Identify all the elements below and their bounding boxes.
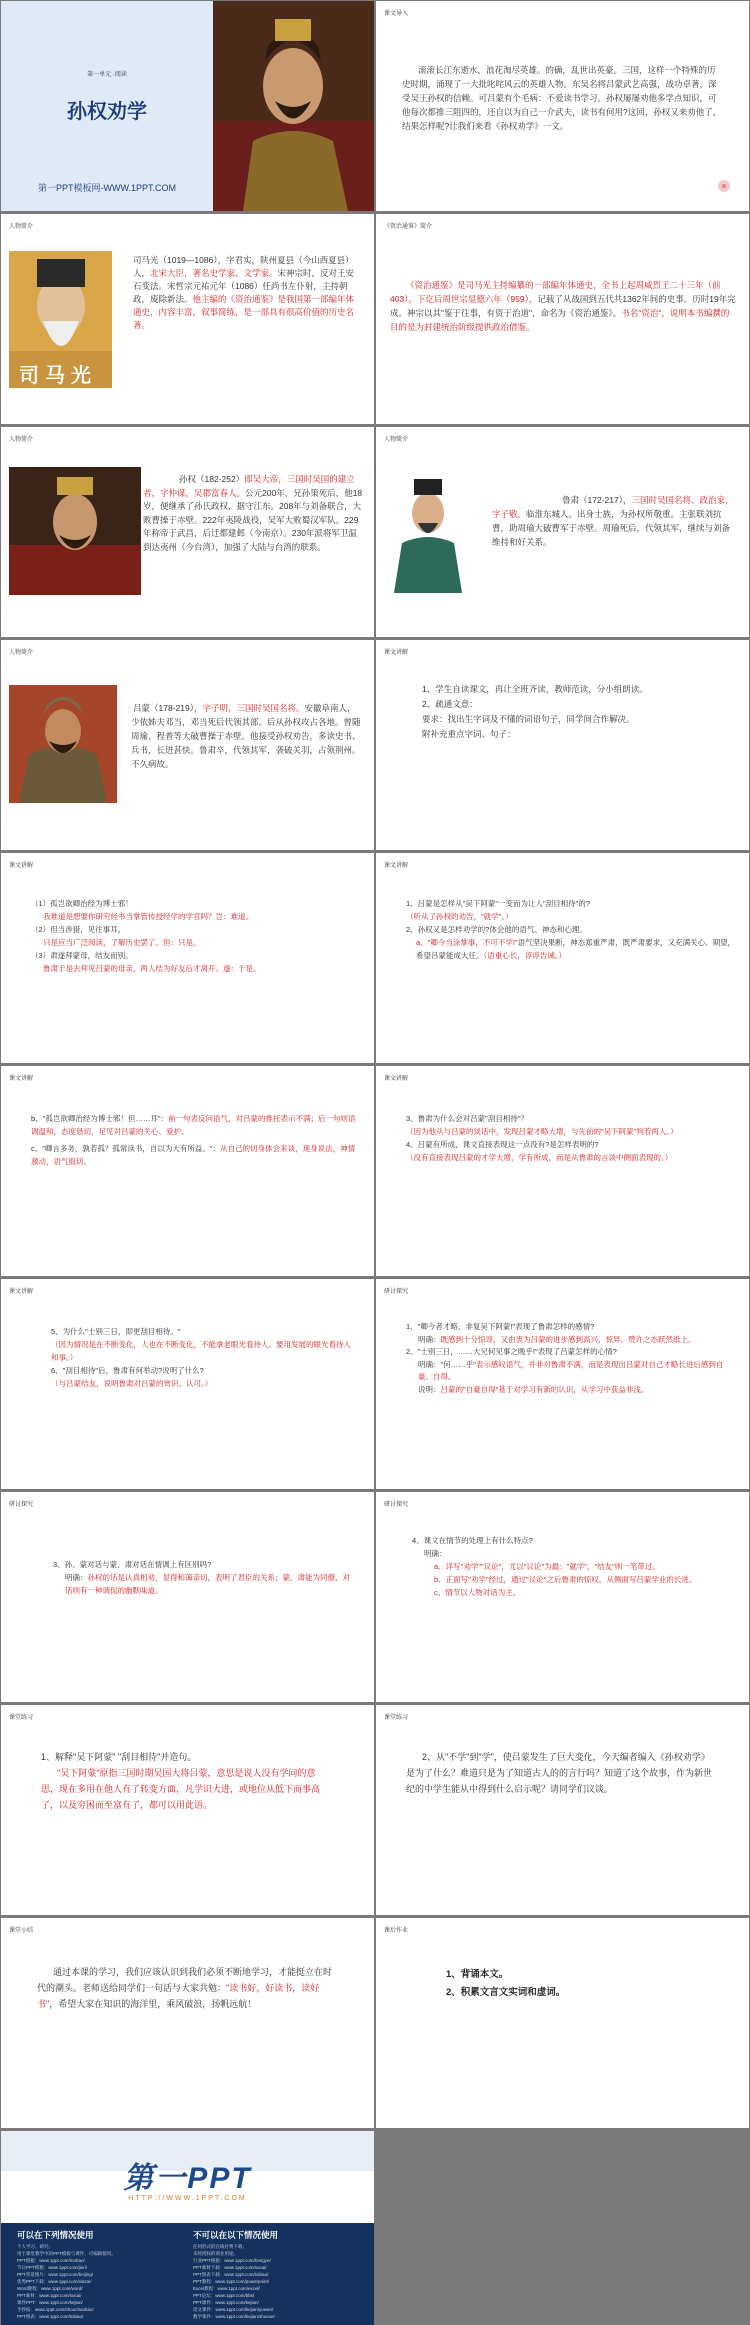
section-label: 课文讲解 <box>9 863 34 869</box>
cannot-line[interactable]: PPT图表下载：www.1ppt.com/tubiao/ <box>193 2272 269 2277</box>
slide-credits[interactable] <box>1 2131 374 2325</box>
section-label: 人物简介 <box>9 437 34 443</box>
slide-lvmeng[interactable] <box>1 640 374 850</box>
bio-text: 宋神宗时，反对王安石变法。宋哲宗元祐元年（1086）任尚书左仆射，主持朝政，废除新法。 <box>133 268 355 304</box>
answer-line: c、情节以人物对话为主。 <box>434 1588 521 1597</box>
answer-line: 鲁肃于是去拜见吕蒙的母亲，两人结为好友后才离开。遂：于是。 <box>43 964 261 973</box>
section-label: 研讨探究 <box>9 1502 34 1508</box>
section-label: 课文讲解 <box>384 863 409 869</box>
slide-simaguang[interactable] <box>1 214 374 424</box>
cannot-line: 未经授权的商业用途。 <box>193 2251 238 2256</box>
answer-line: 我难道是想要你研究经书当掌管传授经学的学官吗？岂：难道。 <box>43 912 253 921</box>
can-line[interactable]: Word教程：www.1ppt.com/word/ <box>17 2286 83 2291</box>
cover-website: 第一PPT模板网-WWW.1PPT.COM <box>38 183 176 193</box>
slide-discuss-3[interactable] <box>376 1492 749 1702</box>
slide-zizhitongjian[interactable] <box>376 214 749 424</box>
question-line: （3）肃遂拜蒙母，结友而别。 <box>31 951 133 960</box>
explain-text <box>31 1112 361 1168</box>
answer-prefix: 明确： <box>418 1334 441 1344</box>
section-label: 课文讲解 <box>384 650 409 656</box>
cover-unit: 第一单元 ·阅读 <box>87 72 127 78</box>
discuss-text <box>406 1321 736 1396</box>
section-label: 人物简介 <box>9 224 34 230</box>
bio-text: 司马光（1019—1086），字君实，陕州夏县（今山西夏县）人， <box>133 255 354 278</box>
answer-line: 吕蒙的"自豪自得"基于对学习有新的认识，从学习中获益非浅。 <box>440 1384 649 1394</box>
summary-line: ，希望大家在知识的海洋里，乘风破浪，扬帆远航！ <box>49 1999 257 2009</box>
explain-text <box>406 897 736 962</box>
explain-line: 1、学生自读课文，再让全班齐读，教师范读，分小组朗读。 <box>422 684 648 694</box>
intro-text: 滚滚长江东逝水，浪花淘尽英雄。的确，乱世出英豪。三国，这样一个特殊的历史时期，涌现了一大批叱咤风云的英雄人物。东吴名将吕蒙武艺高强，战功卓著，深受吴王孙权的信赖。可吕蒙有个毛病：不爱读书学习。孙权屡屡劝他多学点知识，可他每次都推三阻四的，还自以为自己一介武夫，读书有何用?这回，孙权又来劝他了，结果怎样呢?让我们来看《孙权劝学》一文。 <box>402 65 722 131</box>
answer-line: 孙权的话是认真相劝，显得和蔼亲切，表明了君臣的关系；蒙、肃能为同僚，对话则有一种调侃的幽默味道。 <box>65 1573 350 1595</box>
answer-line: （因为情况是在不断变化，人也在不断变化，不能拿老眼光看待人。要用发展的眼光看待人和事。） <box>51 1340 351 1362</box>
answer-line: （因为他从与吕蒙的谈话中，发现吕蒙才略大增，与先前的"吴下阿蒙"判若两人。） <box>406 1127 678 1136</box>
cannot-line[interactable]: 行业PPT模板：www.1ppt.com/hangye/ <box>193 2258 271 2263</box>
practice-text <box>41 1749 331 1813</box>
cannot-line[interactable]: PPT论坛：www.1ppt.com/bbs/ <box>193 2293 255 2298</box>
cannot-line: 任何形式的在线付费下载； <box>193 2244 247 2249</box>
homework-text <box>446 1966 706 2002</box>
discuss-text <box>412 1534 732 1599</box>
explain-text <box>406 1112 736 1164</box>
slide-lusu[interactable] <box>376 427 749 637</box>
can-line[interactable]: PPT模板：www.1ppt.com/moban/ <box>17 2258 85 2263</box>
question-line: 2、孙权又是怎样劝学的?体会他的语气、神态和心理。 <box>406 925 587 934</box>
section-label: 课文导入 <box>384 11 409 17</box>
question-line: 2、"士别三日，……大兄何见事之晚乎!"表现了吕蒙怎样的心情? <box>406 1347 617 1356</box>
answer-line: （没有直接表现吕蒙的才学大增，学有所成，而是从鲁肃的言谈中侧面表现的。） <box>406 1153 673 1162</box>
can-line[interactable]: PPT背景图片：www.1ppt.com/beijing/ <box>17 2272 94 2277</box>
slide-explain-4[interactable] <box>1 1066 374 1276</box>
zztj-text <box>390 278 736 334</box>
section-label: 课文讲解 <box>384 1076 409 1082</box>
bio-text: 安徽阜南人，少依姊夫邓当，邓当死后代领其部。后从孙权攻占各地。曾随周瑜、程普等大破曹操于赤壁。他接受孙权劝告，多读史书、兵书，长进甚快。鲁肃卒，代领其军，袭破关羽，占领荆州。不久病故。 <box>131 703 361 769</box>
sunquan-text <box>143 473 363 554</box>
answer-line: 表示感叹语气，并非对鲁肃不满，而是表现出吕蒙对自己才略长进后感到自豪、自得。 <box>418 1359 724 1381</box>
cannot-line[interactable]: PPT课件：www.1ppt.com/kejian/ <box>193 2300 259 2305</box>
flower-icon <box>709 171 739 201</box>
quote-line: "何……乎" <box>440 1359 476 1369</box>
explain-line: 要求：找出生字词及不懂的词语句子，同学间合作解决。 <box>422 714 635 724</box>
can-line[interactable]: 优秀PPT下载：www.1ppt.com/xiazai/ <box>17 2279 92 2284</box>
answer-line: "吴下阿蒙"原指三国时期吴国大将吕蒙，意思是说人没有学问的意思，现在多用在他人有了转变方面，凡学识大进，或地位从低下而事高了，以及穷困而至富有了，都可以用此语。 <box>41 1768 321 1810</box>
cannot-line[interactable]: 语文课件：www.1ppt.com/kejian/yuwen/ <box>193 2307 274 2312</box>
slide-practice-2[interactable] <box>376 1705 749 1915</box>
can-line[interactable]: PPT素材：www.1ppt.com/sucai/ <box>17 2293 82 2298</box>
question-line: （2）但当涉猎，见往事耳。 <box>31 925 126 934</box>
can-use-list <box>17 2243 187 2320</box>
answer-prefix: 明确： <box>65 1573 88 1582</box>
section-label: 人物简介 <box>9 650 34 656</box>
answer-line: 既感到十分惊讶，又由衷为吕蒙的进步感到高兴，惊异、赞许之态跃然纸上。 <box>440 1334 696 1344</box>
question-line: 1、"卿今者才略，非复吴下阿蒙!"表现了鲁肃怎样的感情? <box>406 1322 595 1331</box>
summary-quote: "读书好，好读书，读好书" <box>37 1983 320 2009</box>
bio-highlight: 即吴大帝，三国时吴国的建立者，字仲谋，吴郡富春人。 <box>143 474 355 498</box>
section-label: 研讨探究 <box>384 1502 409 1508</box>
bio-text: 公元200年，兄孙策死后，他18岁，便继承了孙氏政权，据守江东。208年与刘备联合，大败曹操于赤壁。222年夷陵战役，吴军大败蜀汉军队。229年称帝于武昌，后迁都建邺（今南京）。230年派将军卫温到达夷州（今台湾），加强了大陆与台湾的联系。 <box>143 487 363 552</box>
explain-text <box>406 682 706 742</box>
question-line: 1、解释"吴下阿蒙" "刮目相待"并造句。 <box>41 1752 197 1762</box>
question-line: （1）孤岂欲卿治经为博士邪！ <box>31 899 133 908</box>
section-label: 《资治通鉴》简介 <box>384 224 433 230</box>
brand-url: HTTP://WWW.1PPT.COM <box>128 2195 247 2202</box>
simaguang-text <box>133 254 361 332</box>
section-label: 研讨探究 <box>384 1289 409 1295</box>
lvmeng-portrait <box>9 685 117 803</box>
slide-discuss-2[interactable] <box>1 1492 374 1702</box>
homework-item: 2、积累文言文实词和虚词。 <box>446 1987 566 1998</box>
answer-prefix: 明确： <box>424 1549 447 1558</box>
explain-line: 2、疏通文意： <box>422 699 478 709</box>
cannot-use-list <box>193 2243 363 2320</box>
slide-intro[interactable] <box>376 1 749 211</box>
bio-highlight: 他主编的《资治通鉴》是我国第一部编年体通史，内容丰富，叙事简练，是一部具有很高价值的历史名著。 <box>133 294 355 330</box>
slide-explain-1[interactable] <box>376 640 749 850</box>
summary-line: 通过本课的学习，我们应该认识到我们必须不断地学习，才能挺立在时代的潮头。老师送给同学们一句话与大家共勉： <box>37 1967 333 1993</box>
bio-highlight: 北宋大臣，著名史学家、文学家。 <box>150 268 278 278</box>
answer-prefix: 明确： <box>418 1359 441 1369</box>
question-line: 5、为什么"士别三日，即更刮目相待。" <box>51 1327 181 1336</box>
lusu-text <box>492 493 738 549</box>
zztj-highlight: 《资治通鉴》是司马光主持编纂的一部编年体通史，全书上起周威烈王二十三年（前403），下讫后周世宗显德六年（959）， <box>390 280 721 304</box>
cannot-use-title: 不可以在以下情况使用 <box>193 2230 279 2240</box>
can-line[interactable]: 节日PPT模板：www.1ppt.com/jieri/ <box>17 2265 88 2270</box>
section-label: 课后作业 <box>384 1928 409 1934</box>
section-label: 课文讲解 <box>9 1076 34 1082</box>
can-line[interactable]: 课件PPT：www.1ppt.com/kejian/ <box>17 2300 83 2305</box>
summary-text <box>37 1964 337 2012</box>
bio-text: 吕蒙（178-219）， <box>133 703 203 713</box>
question-line: 4、课文在情节的处理上有什么特点? <box>412 1536 533 1545</box>
bio-text: 临淮东城人。出身士族，为孙权所敬重。主张联刘抗曹，助周瑜大破曹军于赤壁。周瑜死后，代领其军，继续与刘备维持和好关系。 <box>492 509 731 547</box>
slide-explain-6[interactable] <box>1 1279 374 1489</box>
explain-line: 附补充重点字词、句子： <box>422 729 516 739</box>
zztj-body: 记载了从战国到五代共1362年间的史事。历时19年完成。神宗以其"鉴于往事，有资于治道"，命名为《资治通鉴》。 <box>390 294 736 318</box>
explain-line: 语气坚决果断，神态郑重严肃，既严肃要求，又充满关心、期望，希望吕蒙能成大任。 <box>416 938 736 960</box>
sunquan-bio-portrait <box>9 467 141 595</box>
answer-line: 只是应当广泛阅读，了解历史罢了。但：只是。 <box>43 938 201 947</box>
explain-text <box>31 897 361 975</box>
question-line: 3、鲁肃为什么会对吕蒙"刮目相待"？ <box>406 1114 528 1123</box>
can-line[interactable]: PPT图表：www.1ppt.com/tubiao/ <box>17 2314 84 2319</box>
section-label: 课文讲解 <box>9 1289 34 1295</box>
cannot-line[interactable]: 数学课件：www.1ppt.com/kejian/shuxue/ <box>193 2314 275 2319</box>
answer-line: a、详写"劝学""议论"，尤以"议论"为最："就学"、"结友"则一笔带过。 <box>434 1562 660 1571</box>
slide-summary[interactable] <box>1 1918 374 2128</box>
cannot-line[interactable]: Excel教程：www.1ppt.com/excel/ <box>193 2286 260 2291</box>
simaguang-portrait <box>9 251 112 388</box>
brand-logo: 第一PPT <box>123 2162 252 2195</box>
question-line: 4、吕蒙有所成，课文直接表现这一点没有?是怎样表明的? <box>406 1140 599 1149</box>
cannot-line[interactable]: PPT素材下载：www.1ppt.com/sucai/ <box>193 2265 267 2270</box>
slide-discuss-1[interactable] <box>376 1279 749 1489</box>
cover-title: 孙权劝学 <box>67 101 147 123</box>
section-label: 课堂练习 <box>384 1715 409 1721</box>
answer-line: 从自己的切身体会来谈，现身说法，神情激动，语气殷切。 <box>31 1144 356 1166</box>
zztj-highlight: 书名"资治"，说明本书编撰的目的是为封建统治阶级提供政治借鉴。 <box>390 308 730 332</box>
simaguang-caption: 司马光 <box>19 363 97 387</box>
question-line: 1、吕蒙是怎样从"吴下阿蒙"一变而为让人"刮目相待"的? <box>406 899 590 908</box>
lusu-portrait <box>384 473 472 593</box>
answer-line: 前一句表反问语气，对吕蒙的推托表示不满；后一句则语调温和，态度恳切，足见对吕蒙的关心、爱护。 <box>31 1114 356 1136</box>
section-label: 人物简介 <box>384 437 409 443</box>
slide-sunquan[interactable] <box>1 427 374 637</box>
can-line: 用于课堂教学中的PPT模板与课件，可编辑使用。 <box>17 2251 116 2256</box>
slide-explain-3[interactable] <box>376 853 749 1063</box>
bio-highlight: 字子明，三国时吴国名将。 <box>202 703 305 713</box>
answer-line: （与吕蒙结友，说明鲁肃对吕蒙的赏识、认可。） <box>51 1379 213 1388</box>
answer-line: （语重心长，谆谆告诫。） <box>483 951 566 960</box>
quote-line: a、"卿今当涂掌事，不可不学!" <box>416 938 518 947</box>
practice-text: 2、从"不学"到"学"，使吕蒙发生了巨大变化，今天编者编入《孙权劝学》是为了什么？难道只是为了知道古人的的言行吗？知道了这个故事，作为新世纪的中学生能从中得到什么启示呢？请同学们议谈。 <box>406 1752 713 1794</box>
homework-item: 1、背诵本文。 <box>446 1969 509 1980</box>
can-line[interactable]: 手抄报：www.1ppt.com/shouchaobao/ <box>17 2307 94 2312</box>
section-label: 课堂练习 <box>9 1715 34 1721</box>
slide-homework[interactable] <box>376 1918 749 2128</box>
answer-line: b、正面写"劝学"经过，通过"议论"之后鲁肃的惊叹，从侧面写吕蒙学业的长进。 <box>434 1575 697 1584</box>
can-use-title: 可以在下列情况使用 <box>17 2230 94 2240</box>
slide-cover[interactable] <box>1 1 374 211</box>
bio-text: 鲁肃（172-217）， <box>562 495 632 505</box>
lvmeng-text <box>131 701 363 771</box>
bio-text: 孙权（182-252） <box>179 474 245 484</box>
discuss-text <box>53 1558 353 1597</box>
slide-practice-1[interactable] <box>1 1705 374 1915</box>
section-label: 课堂小结 <box>9 1928 34 1934</box>
slide-explain-2[interactable] <box>1 853 374 1063</box>
can-line: 个人学习、研究； <box>17 2244 53 2249</box>
question-line: b、"孤岂欲卿治经为博士邪！但……耳"： <box>31 1114 168 1123</box>
question-line: 3、孙、蒙对话与蒙、肃对话在情调上有区别吗? <box>53 1560 212 1569</box>
explain-text <box>51 1325 351 1390</box>
bio-highlight: 三国时吴国名将、政治家，字子敬， <box>492 495 734 519</box>
cannot-line[interactable]: PPT教程：www.1ppt.com/powerpoint/ <box>193 2279 270 2284</box>
answer-line: （听从了孙权的劝告，"就学"。） <box>406 912 513 921</box>
answer-prefix: 说明： <box>418 1384 441 1394</box>
sunquan-portrait <box>213 1 374 211</box>
question-line: 6、"刮目相待"后，鲁肃有何举动?说明了什么? <box>51 1366 204 1375</box>
slide-explain-5[interactable] <box>376 1066 749 1276</box>
question-line: c、"卿言多务，孰若孤？孤常读书，自以为大有所益。"： <box>31 1144 221 1153</box>
